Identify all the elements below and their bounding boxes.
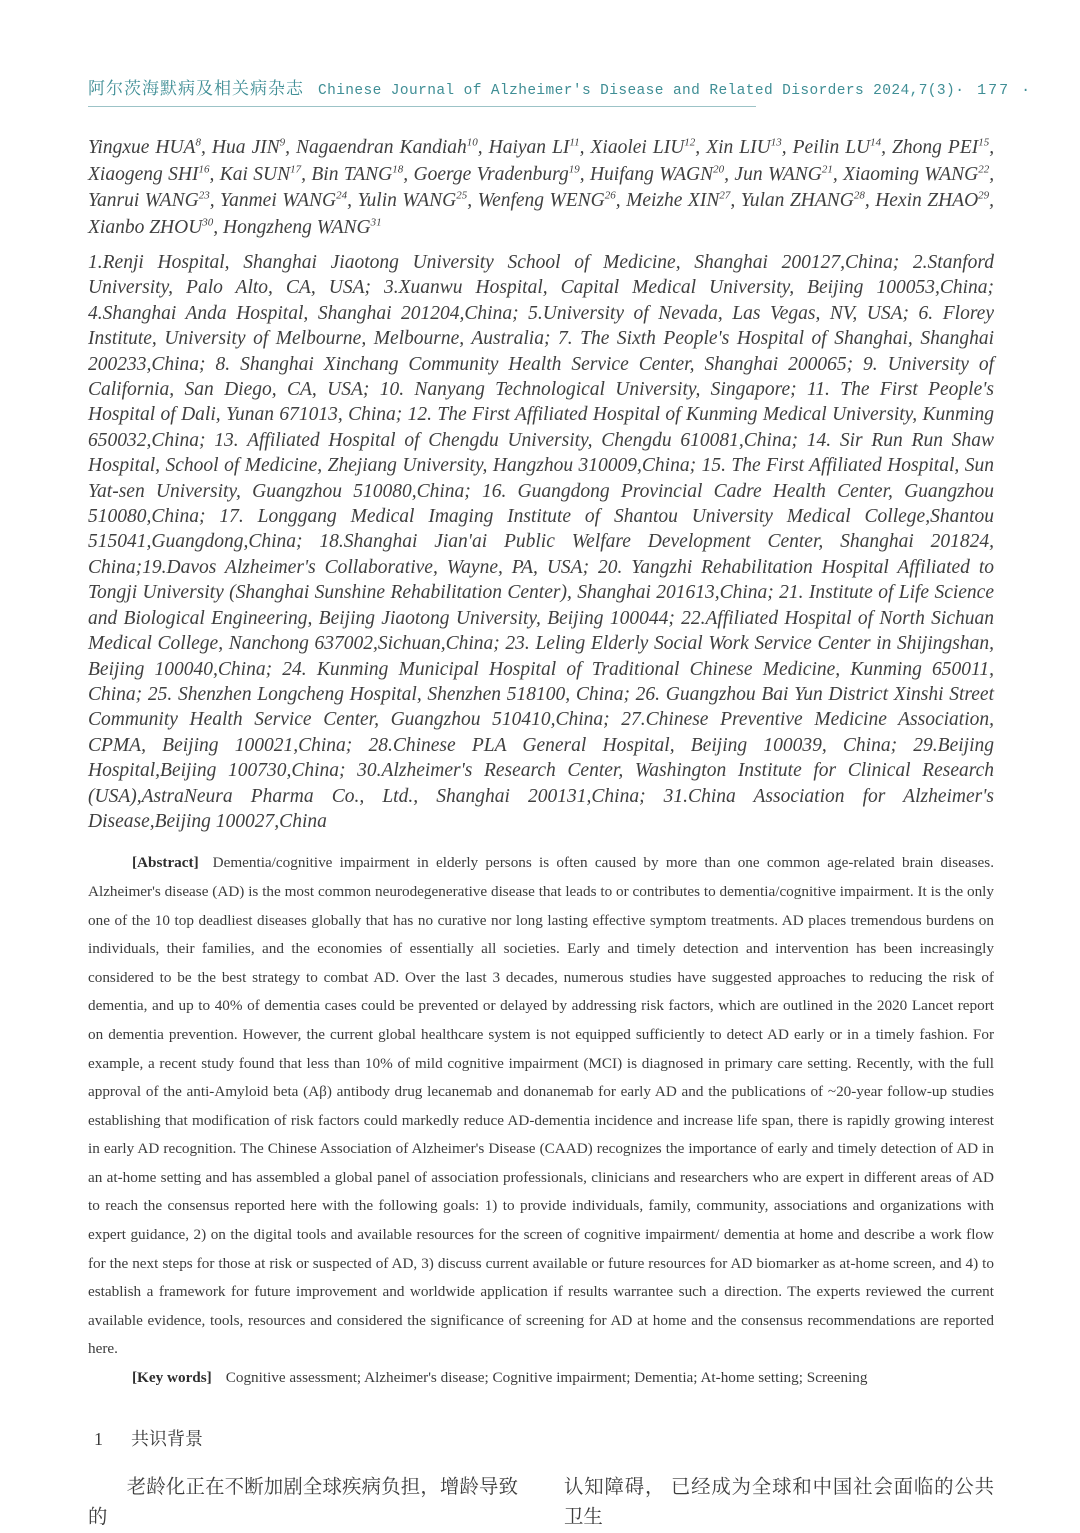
author-name: Huifang WAGN$^{20}$: [589, 163, 725, 185]
author-name: Yulin WANG$^{25}$: [357, 189, 468, 211]
author-list: Yingxue HUA$^8$, Hua JIN$^9$, Nagaendran Kandiah$^{10}$, Haiyan LI$^{11}$, Xiaolei LIU$^{12}$, Xin LIU$^{13}$, Peilin LU$^{14}$, Zhong PEI$^{15}$, Xiaogeng SHI$^{16}$, Kai SUN$^{17}$, Bin TANG$^{18}$, Goerge Vradenburg$^{19}$, Huifang WAGN$^{20}$, Jun WANG$^{21}$, Xiaoming WANG$^{22}$, Yanrui WANG$^{23}$, Yanmei WANG$^{24}$, Yulin WANG$^{25}$, Wenfeng WENG$^{26}$, Meizhe XIN$^{27}$, Yulan ZHANG$^{28}$, Hexin ZHAO$^{29}$, Xianbo ZHOU$^{30}$, Hongzheng WANG$^{31}$: [88, 136, 995, 238]
affiliations-paragraph: 1.Renji Hospital, Shanghai Jiaotong University School of Medicine, Shanghai 200127,China; 2.Stanford University, Palo Alto, CA, USA; 3.Xuanwu Hospital, Capital Medical University, Beijing 100053,China; 4.Shanghai Anda Hospital, Shanghai 201204,China; 5.University of Nevada, Las Vegas, NV, USA; 6. Florey Institute, University of Melbourne, Melbourne, Australia; 7. The Sixth People's Hospital of Shanghai, Shanghai 200233,China; 8. Shanghai Xinchang Community Health Service Center, Shanghai 200065; 9. University of California, San Diego, CA, USA; 10. Nanyang Technological University, Singapore; 11. The First People's Hospital of Dali, Yunan 671013, China; 12. The First Affiliated Hospital of Kunming Medical University, Kunming 650032,China; 13. Affiliated Hospital of Chengdu University, Chengdu 610081,China; 14. Sir Run Run Shaw Hospital, School of Medicine, Zhejiang University, Hangzhou 310009,China; 15. The First Affiliated Hospital, Sun Yat-sen University, Guangzhou 510080,China; 16. Guangdong Provincial Cadre Health Center, Guangzhou 510080,China; 17. Longgang Medical Imaging Institute of Shantou University Medical College,Shantou 515041,Guangdong,China; 18.Shanghai Jian'ai Public Welfare Development Center, Shanghai 201824, China;19.Davos Alzheimer's Collaborative, Wayne, PA, USA; 20. Yangzhi Rehabilitation Hospital Affiliated to Tongji University (Shanghai Sunshine Rehabilitation Center), Shanghai 201613,China; 21. Institute of Life Science and Biological Engineering, Beijing Jiaotong University, Beijing 100044; 22.Affiliated Hospital of North Sichuan Medical College, Nanchong 637002,Sichuan,China; 23. Leling Elderly Social Work Service Center in Shijingshan, Beijing 100040,China; 24. Kunming Municipal Hospital of Traditional Chinese Medicine, Kunming 650011, China; 25. Shenzhen Longcheng Hospital, Shenzhen 518100, China; 26. Guangzhou Bai Yun District Xinshi Street Community Health Service Center, Guangzhou 510410,China; 27.Chinese Preventive Medicine Association, CPMA, Beijing 100021,China; 28.Chinese PLA General Hospital, Beijing 100039, China; 29.Beijing Hospital,Beijing 100730,China; 30.Alzheimer's Research Center, Washington Institute for Clinical Research (USA),AstraNeura Pharma Co., Ltd., Shanghai 200131,China; 31.China Association for Alzheimer's Disease,Beijing 100027,China: [88, 252, 994, 832]
author-affiliation-number: 15: [978, 136, 990, 149]
author-affiliation-number: 21: [821, 163, 833, 175]
author-name: Goerge Vradenburg$^{19}$: [413, 163, 580, 185]
author-name: Xiaogeng SHI$^{16}$: [88, 163, 210, 185]
journal-title-en: Chinese Journal of Alzheimer's Disease and Related Disorders 2024,7(3): [318, 83, 956, 99]
author-name: Peilin LU$^{14}$: [792, 136, 882, 158]
author-name: Kai SUN$^{17}$: [219, 163, 302, 185]
author-affiliation-number: 27: [719, 189, 731, 202]
author-name: Yanmei WANG$^{24}$: [220, 189, 348, 211]
author-name: Xiaoming WANG$^{22}$: [843, 163, 990, 185]
section-number: 1: [94, 1428, 103, 1449]
page-header: [88, 74, 1033, 99]
author-affiliation-number: 19: [568, 163, 580, 175]
author-affiliation-number: 22: [978, 163, 990, 175]
author-name: Wenfeng WENG$^{26}$: [477, 189, 616, 211]
author-affiliation-number: 26: [604, 189, 616, 202]
author-affiliation-number: 12: [684, 136, 696, 149]
author-name: Meizhe XIN$^{27}$: [626, 189, 731, 211]
abstract-text: Dementia/cognitive impairment in elderly persons is often caused by more than one common age-related brain diseases. Alzheimer's disease (AD) is the most common neurodegenerative disease that leads to or contributes to dementia/cognitive impairment. It is the only one of the 10 top deadliest diseases globally that has no curative nor long lasting effective symptom treatments. AD places tremendous burdens on individuals, their families, and the economies of essentially all societies. Early and timely detection and intervention has been increasingly considered to be the best strategy to combat AD. Over the last 3 decades, numerous studies have suggested approaches to reducing the risk of dementia, and up to 40% of dementia cases could be prevented or delayed by addressing risk factors, which are outlined in the 2020 Lancet report on dementia prevention. However, the current global healthcare system is not equipped sufficiently to detect AD early or in a timely fashion. For example, a recent study found that less than 10% of mild cognitive impairment (MCI) is diagnosed in primary care setting. Recently, with the full approval of the anti-Amyloid beta (Aβ) antibody drug lecanemab and donanemab for early AD and the publications of ~20-year follow-up studies establishing that modification of risk factors could markedly reduce AD-dementia incidence and increase life span, there is rapidly growing interest in early AD recognition. The Chinese Association of Alzheimer's Disease (CAAD) recognizes the importance of early and timely detection of AD in an at-home setting and has assembled a global panel of association professionals, clinicians and researchers who are expert in different areas of AD to reach the consensus reported here with the following goals: 1) to provide individuals, family, community, associations and organizations with expert guidance, 2) on the digital tools and available resources for the screen of cognitive impairment/ dementia at home and describe a work flow for the next steps for those at risk or suspected of AD, 3) discuss current available or future resources for AD biomarker as at-home screen, and 4) to establish a framework for future improvement and worldwide application if results warrantee such a direction. The experts reviewed the current available evidence, tools, resources and considered the significance of screening for AD at home and the consensus recommendations are reported here.: [88, 854, 994, 1358]
abstract-paragraph: [88, 849, 994, 1364]
author-name: Bin TANG$^{18}$: [311, 163, 404, 185]
abstract-label: [Abstract]: [132, 854, 199, 872]
keywords-label: [Key words]: [132, 1369, 212, 1387]
author-affiliation-number: 9: [279, 136, 286, 149]
author-affiliation-number: 24: [336, 189, 348, 202]
author-name: Yanrui WANG$^{23}$: [88, 189, 210, 211]
body-column-right: 认知障碍， 已经成为全球和中国社会面临的公共卫生: [564, 1476, 994, 1528]
author-affiliation-number: 30: [202, 216, 214, 228]
author-name: Xiaolei LIU$^{12}$: [590, 136, 696, 158]
author-name: Yulan ZHANG$^{28}$: [740, 189, 865, 211]
author-affiliation-number: 28: [853, 189, 865, 202]
journal-title: [88, 74, 955, 99]
author-name: Yingxue HUA$^8$: [88, 136, 201, 158]
author-name: Xin LIU$^{13}$: [706, 136, 782, 158]
body-columns: [88, 1473, 994, 1533]
author-name: Jun WANG$^{21}$: [734, 163, 833, 185]
author-affiliation-number: 11: [569, 136, 580, 149]
author-affiliation-number: 31: [370, 216, 382, 228]
journal-title-cn: 阿尔茨海默病及相关病杂志: [88, 79, 304, 98]
author-name: Haiyan LI$^{11}$: [488, 136, 580, 158]
author-name: Zhong PEI$^{15}$: [892, 136, 990, 158]
author-affiliation-number: 29: [978, 189, 990, 202]
keywords-paragraph: [88, 1364, 994, 1393]
author-affiliation-number: 14: [870, 136, 882, 149]
body-column-left: 老龄化正在不断加剧全球疾病负担，增龄导致的: [88, 1476, 518, 1528]
author-name: Hexin ZHAO$^{29}$: [875, 189, 990, 211]
author-affiliation-number: 13: [770, 136, 782, 149]
author-affiliation-number: 23: [198, 189, 210, 202]
author-affiliation-number: 18: [392, 163, 404, 175]
section-title: 共识背景: [131, 1428, 203, 1449]
author-name: Hua JIN$^9$: [211, 136, 286, 158]
author-affiliation-number: 16: [198, 163, 210, 175]
header-divider: [88, 106, 756, 107]
page-number: · 177 ·: [955, 82, 1033, 99]
author-affiliation-number: 17: [290, 163, 302, 175]
author-affiliation-number: 25: [456, 189, 468, 202]
keywords-text: Cognitive assessment; Alzheimer's disease; Cognitive impairment; Dementia; At-home setting; Screening: [225, 1369, 868, 1387]
author-affiliation-number: 20: [713, 163, 725, 175]
author-name: Nagaendran Kandiah$^{10}$: [296, 136, 478, 158]
author-name: Hongzheng WANG$^{31}$: [223, 216, 382, 238]
author-name: Xianbo ZHOU$^{30}$: [88, 216, 214, 238]
author-affiliation-number: 10: [466, 136, 478, 149]
section-heading: [88, 1425, 994, 1451]
author-affiliation-number: 8: [195, 136, 201, 149]
